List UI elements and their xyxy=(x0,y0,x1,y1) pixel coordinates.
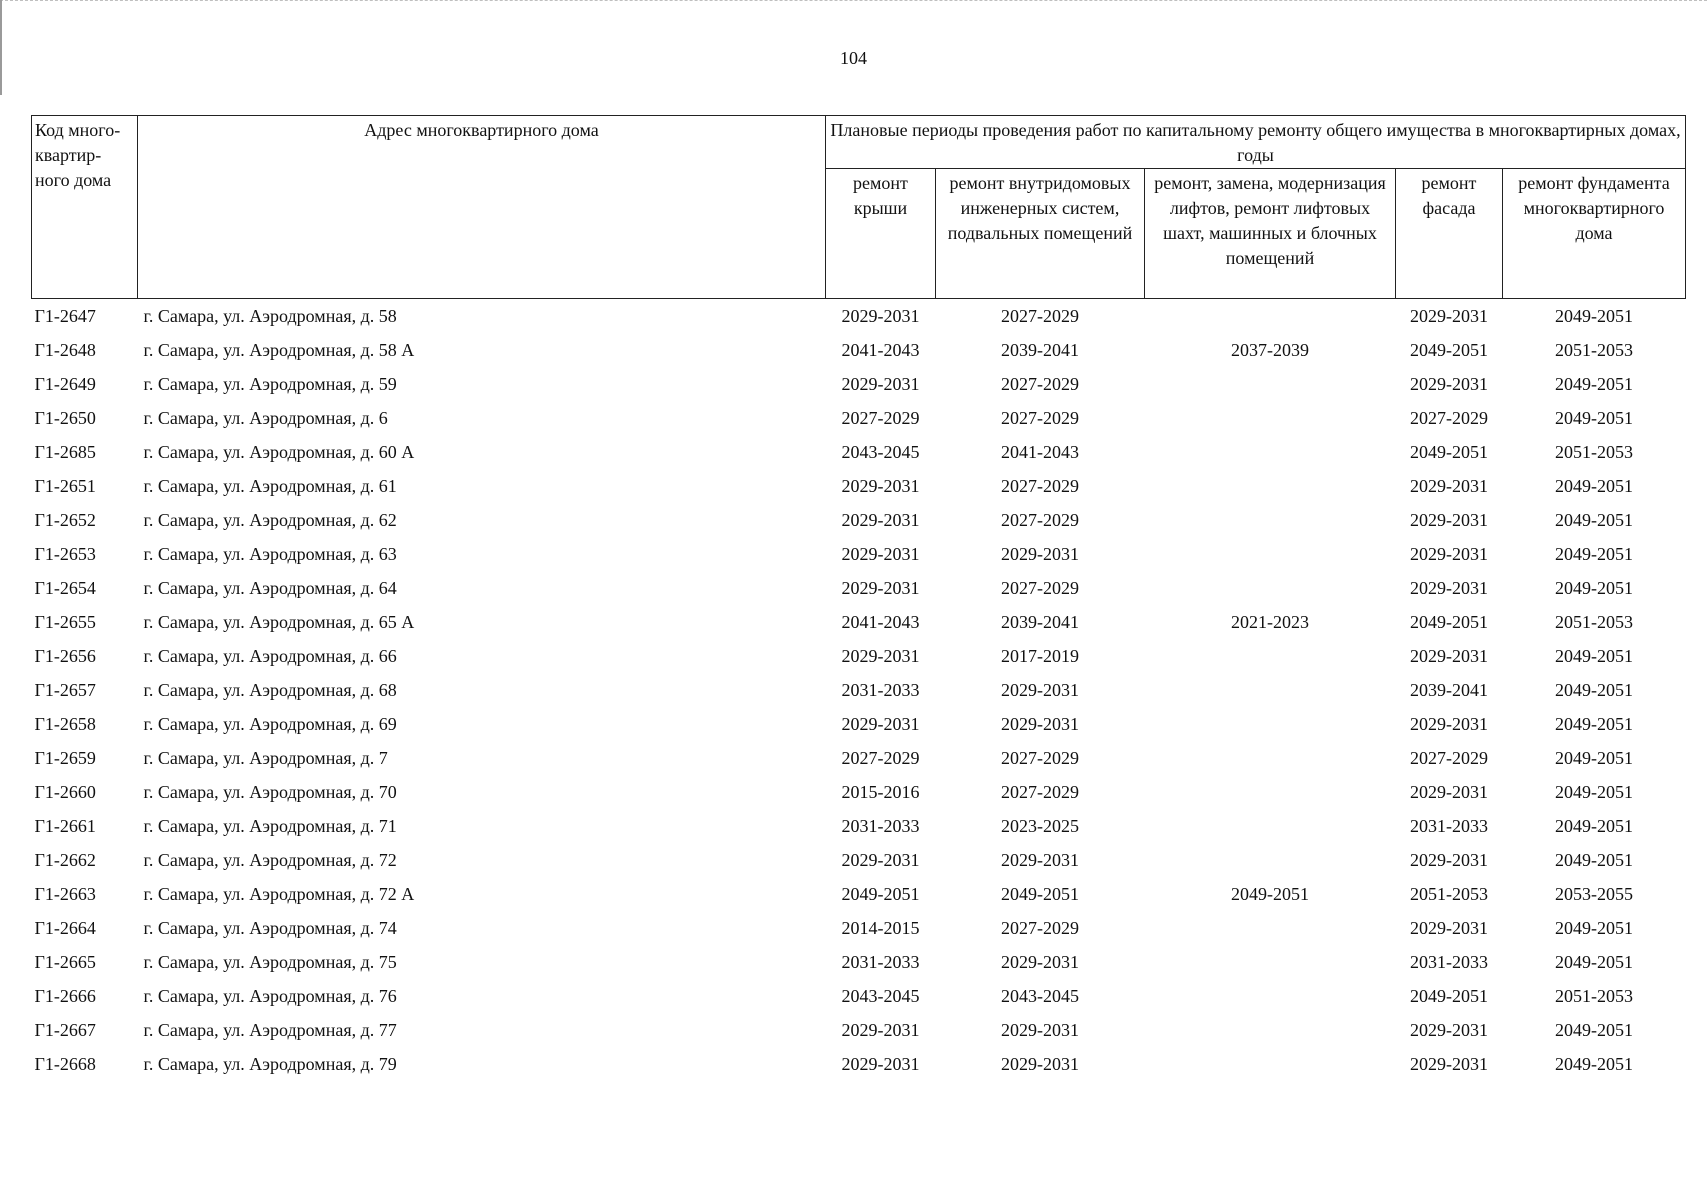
cell-foundation: 2049-2051 xyxy=(1555,1053,1634,1074)
cell-lifts xyxy=(1145,1047,1396,1081)
cell-facade: 2039-2041 xyxy=(1410,679,1488,700)
table-row xyxy=(32,571,1686,605)
cell-foundation: 2049-2051 xyxy=(1555,747,1634,768)
cell-engineering: 2027-2029 xyxy=(1001,475,1079,496)
cell-address: г. Самара, ул. Аэродромная, д. 61 xyxy=(143,475,397,496)
table-row xyxy=(32,1013,1686,1047)
cell-lifts xyxy=(1145,707,1396,741)
cell-code: Г1-2657 xyxy=(34,679,96,700)
cell-engineering: 2027-2029 xyxy=(1001,373,1079,394)
table-row xyxy=(32,809,1686,843)
cell-facade: 2027-2029 xyxy=(1410,407,1488,428)
cell-code: Г1-2653 xyxy=(34,543,96,564)
cell-lifts xyxy=(1145,537,1396,571)
cell-engineering: 2027-2029 xyxy=(1001,917,1079,938)
cell-facade: 2049-2051 xyxy=(1410,611,1488,632)
cell-roof: 2029-2031 xyxy=(841,373,920,394)
cell-lifts xyxy=(1145,843,1396,877)
cell-lifts xyxy=(1145,741,1396,775)
cell-engineering: 2029-2031 xyxy=(1001,679,1079,700)
cell-lifts xyxy=(1145,503,1396,537)
cell-facade: 2049-2051 xyxy=(1410,339,1488,360)
cell-facade: 2029-2031 xyxy=(1410,645,1488,666)
cell-engineering: 2029-2031 xyxy=(1001,951,1079,972)
cell-address: г. Самара, ул. Аэродромная, д. 72 xyxy=(143,849,397,870)
cell-roof: 2029-2031 xyxy=(841,305,920,326)
cell-lifts xyxy=(1145,299,1396,334)
cell-code: Г1-2659 xyxy=(34,747,96,768)
cell-code: Г1-2648 xyxy=(34,339,96,360)
cell-facade: 2029-2031 xyxy=(1410,475,1488,496)
cell-foundation: 2049-2051 xyxy=(1555,849,1634,870)
header-roof: ремонт крыши xyxy=(826,169,936,299)
cell-code: Г1-2651 xyxy=(34,475,96,496)
cell-roof: 2031-2033 xyxy=(841,951,920,972)
cell-lifts xyxy=(1145,639,1396,673)
cell-code: Г1-2652 xyxy=(34,509,96,530)
table-row xyxy=(32,503,1686,537)
cell-foundation: 2051-2053 xyxy=(1555,611,1634,632)
cell-facade: 2029-2031 xyxy=(1410,543,1488,564)
cell-facade: 2029-2031 xyxy=(1410,917,1488,938)
cell-roof: 2029-2031 xyxy=(841,645,920,666)
cell-roof: 2029-2031 xyxy=(841,577,920,598)
cell-lifts xyxy=(1145,401,1396,435)
cell-facade: 2049-2051 xyxy=(1410,441,1488,462)
cell-foundation: 2049-2051 xyxy=(1555,1019,1634,1040)
cell-engineering: 2029-2031 xyxy=(1001,543,1079,564)
cell-roof: 2043-2045 xyxy=(841,985,920,1006)
cell-address: г. Самара, ул. Аэродромная, д. 63 xyxy=(143,543,397,564)
cell-code: Г1-2666 xyxy=(34,985,96,1006)
cell-foundation: 2049-2051 xyxy=(1555,407,1634,428)
cell-code: Г1-2664 xyxy=(34,917,96,938)
cell-address: г. Самара, ул. Аэродромная, д. 59 xyxy=(143,373,397,394)
cell-roof: 2029-2031 xyxy=(841,1019,920,1040)
cell-facade: 2049-2051 xyxy=(1410,985,1488,1006)
cell-address: г. Самара, ул. Аэродромная, д. 65 А xyxy=(143,611,415,632)
cell-roof: 2029-2031 xyxy=(841,713,920,734)
cell-code: Г1-2649 xyxy=(34,373,96,394)
cell-code: Г1-2667 xyxy=(34,1019,96,1040)
cell-address: г. Самара, ул. Аэродромная, д. 64 xyxy=(143,577,397,598)
header-code: Код много-квартир-ного дома xyxy=(32,116,138,299)
cell-address: г. Самара, ул. Аэродромная, д. 7 xyxy=(143,747,388,768)
header-engineering: ремонт внутридомовых инженерных систем, подвальных помещений xyxy=(936,169,1145,299)
cell-roof: 2027-2029 xyxy=(841,747,920,768)
cell-lifts: 2021-2023 xyxy=(1231,611,1309,632)
header-lifts: ремонт, замена, модернизация лифтов, ремонт лифтовых шахт, машинных и блочных помещений xyxy=(1145,169,1396,299)
cell-engineering: 2029-2031 xyxy=(1001,1019,1079,1040)
cell-code: Г1-2647 xyxy=(34,305,96,326)
cell-code: Г1-2663 xyxy=(34,883,96,904)
table-header xyxy=(32,116,1686,299)
cell-facade: 2029-2031 xyxy=(1410,713,1488,734)
cell-engineering: 2039-2041 xyxy=(1001,339,1079,360)
cell-engineering: 2027-2029 xyxy=(1001,305,1079,326)
cell-address: г. Самара, ул. Аэродромная, д. 74 xyxy=(143,917,397,938)
cell-lifts xyxy=(1145,435,1396,469)
table-row xyxy=(32,843,1686,877)
table-body xyxy=(32,299,1686,1082)
cell-foundation: 2051-2053 xyxy=(1555,339,1634,360)
cell-facade: 2029-2031 xyxy=(1410,305,1488,326)
cell-engineering: 2017-2019 xyxy=(1001,645,1079,666)
table-row xyxy=(32,367,1686,401)
cell-foundation: 2049-2051 xyxy=(1555,917,1634,938)
cell-engineering: 2041-2043 xyxy=(1001,441,1079,462)
cell-lifts xyxy=(1145,571,1396,605)
cell-facade: 2029-2031 xyxy=(1410,1019,1488,1040)
cell-engineering: 2039-2041 xyxy=(1001,611,1079,632)
cell-code: Г1-2650 xyxy=(34,407,96,428)
cell-address: г. Самара, ул. Аэродромная, д. 72 А xyxy=(143,883,415,904)
cell-code: Г1-2661 xyxy=(34,815,96,836)
table-row xyxy=(32,435,1686,469)
cell-roof: 2014-2015 xyxy=(841,917,920,938)
cell-address: г. Самара, ул. Аэродромная, д. 60 А xyxy=(143,441,415,462)
cell-foundation: 2049-2051 xyxy=(1555,475,1634,496)
cell-engineering: 2027-2029 xyxy=(1001,509,1079,530)
cell-engineering: 2043-2045 xyxy=(1001,985,1079,1006)
cell-code: Г1-2656 xyxy=(34,645,96,666)
cell-engineering: 2029-2031 xyxy=(1001,1053,1079,1074)
cell-roof: 2041-2043 xyxy=(841,611,920,632)
cell-foundation: 2049-2051 xyxy=(1555,577,1634,598)
cell-facade: 2031-2033 xyxy=(1410,951,1488,972)
cell-facade: 2027-2029 xyxy=(1410,747,1488,768)
cell-code: Г1-2685 xyxy=(34,441,96,462)
table-row xyxy=(32,1047,1686,1081)
cell-foundation: 2049-2051 xyxy=(1555,781,1634,802)
cell-facade: 2029-2031 xyxy=(1410,373,1488,394)
cell-address: г. Самара, ул. Аэродромная, д. 75 xyxy=(143,951,397,972)
cell-address: г. Самара, ул. Аэродромная, д. 71 xyxy=(143,815,397,836)
cell-engineering: 2029-2031 xyxy=(1001,713,1079,734)
cell-lifts: 2049-2051 xyxy=(1231,883,1309,904)
table-row xyxy=(32,707,1686,741)
cell-foundation: 2049-2051 xyxy=(1555,305,1634,326)
table-row xyxy=(32,537,1686,571)
cell-foundation: 2049-2051 xyxy=(1555,373,1634,394)
table-row xyxy=(32,469,1686,503)
table-row xyxy=(32,945,1686,979)
cell-roof: 2049-2051 xyxy=(841,883,920,904)
cell-lifts xyxy=(1145,1013,1396,1047)
cell-foundation: 2049-2051 xyxy=(1555,645,1634,666)
cell-address: г. Самара, ул. Аэродромная, д. 79 xyxy=(143,1053,397,1074)
cell-lifts xyxy=(1145,945,1396,979)
table-row xyxy=(32,775,1686,809)
cell-roof: 2041-2043 xyxy=(841,339,920,360)
cell-address: г. Самара, ул. Аэродромная, д. 62 xyxy=(143,509,397,530)
cell-lifts xyxy=(1145,809,1396,843)
cell-facade: 2051-2053 xyxy=(1410,883,1488,904)
table-row xyxy=(32,741,1686,775)
cell-facade: 2031-2033 xyxy=(1410,815,1488,836)
cell-foundation: 2051-2053 xyxy=(1555,441,1634,462)
cell-code: Г1-2655 xyxy=(34,611,96,632)
cell-foundation: 2049-2051 xyxy=(1555,951,1634,972)
table-row xyxy=(32,979,1686,1013)
cell-address: г. Самара, ул. Аэродромная, д. 69 xyxy=(143,713,397,734)
cell-facade: 2029-2031 xyxy=(1410,577,1488,598)
cell-foundation: 2049-2051 xyxy=(1555,509,1634,530)
cell-address: г. Самара, ул. Аэродромная, д. 66 xyxy=(143,645,397,666)
cell-facade: 2029-2031 xyxy=(1410,1053,1488,1074)
cell-engineering: 2023-2025 xyxy=(1001,815,1079,836)
cell-engineering: 2027-2029 xyxy=(1001,781,1079,802)
table-row xyxy=(32,299,1686,334)
table-row xyxy=(32,877,1686,911)
cell-lifts xyxy=(1145,673,1396,707)
header-foundation: ремонт фундамента многоквартирного дома xyxy=(1503,169,1686,299)
table-row xyxy=(32,605,1686,639)
header-address: Адрес многоквартирного дома xyxy=(138,116,826,299)
cell-foundation: 2053-2055 xyxy=(1555,883,1634,904)
cell-code: Г1-2660 xyxy=(34,781,96,802)
table-row xyxy=(32,639,1686,673)
table-row xyxy=(32,673,1686,707)
cell-code: Г1-2665 xyxy=(34,951,96,972)
repair-schedule-table xyxy=(31,115,1686,1081)
cell-roof: 2029-2031 xyxy=(841,475,920,496)
table-row xyxy=(32,911,1686,945)
cell-roof: 2015-2016 xyxy=(841,781,920,802)
header-facade: ремонт фасада xyxy=(1396,169,1503,299)
scan-edge-top xyxy=(0,0,1707,5)
cell-facade: 2029-2031 xyxy=(1410,509,1488,530)
cell-address: г. Самара, ул. Аэродромная, д. 77 xyxy=(143,1019,397,1040)
cell-lifts: 2037-2039 xyxy=(1231,339,1309,360)
cell-lifts xyxy=(1145,775,1396,809)
cell-address: г. Самара, ул. Аэродромная, д. 68 xyxy=(143,679,397,700)
table-row xyxy=(32,401,1686,435)
cell-roof: 2029-2031 xyxy=(841,543,920,564)
cell-code: Г1-2654 xyxy=(34,577,96,598)
cell-address: г. Самара, ул. Аэродромная, д. 58 xyxy=(143,305,397,326)
cell-address: г. Самара, ул. Аэродромная, д. 58 А xyxy=(143,339,415,360)
header-periods-group: Плановые периоды проведения работ по капитальному ремонту общего имущества в многоквартирных домах, годы xyxy=(826,116,1686,169)
cell-roof: 2027-2029 xyxy=(841,407,920,428)
cell-roof: 2031-2033 xyxy=(841,679,920,700)
cell-code: Г1-2658 xyxy=(34,713,96,734)
cell-foundation: 2049-2051 xyxy=(1555,815,1634,836)
cell-roof: 2029-2031 xyxy=(841,1053,920,1074)
cell-lifts xyxy=(1145,979,1396,1013)
cell-address: г. Самара, ул. Аэродромная, д. 70 xyxy=(143,781,397,802)
cell-lifts xyxy=(1145,469,1396,503)
cell-address: г. Самара, ул. Аэродромная, д. 76 xyxy=(143,985,397,1006)
table-row xyxy=(32,333,1686,367)
cell-foundation: 2049-2051 xyxy=(1555,543,1634,564)
cell-lifts xyxy=(1145,367,1396,401)
cell-facade: 2029-2031 xyxy=(1410,781,1488,802)
cell-lifts xyxy=(1145,911,1396,945)
cell-foundation: 2049-2051 xyxy=(1555,679,1634,700)
cell-engineering: 2027-2029 xyxy=(1001,747,1079,768)
cell-roof: 2029-2031 xyxy=(841,849,920,870)
cell-roof: 2029-2031 xyxy=(841,509,920,530)
cell-code: Г1-2668 xyxy=(34,1053,96,1074)
page-number: 104 xyxy=(840,48,867,68)
cell-foundation: 2051-2053 xyxy=(1555,985,1634,1006)
cell-engineering: 2049-2051 xyxy=(1001,883,1079,904)
cell-foundation: 2049-2051 xyxy=(1555,713,1634,734)
cell-engineering: 2029-2031 xyxy=(1001,849,1079,870)
cell-roof: 2031-2033 xyxy=(841,815,920,836)
cell-engineering: 2027-2029 xyxy=(1001,577,1079,598)
cell-address: г. Самара, ул. Аэродромная, д. 6 xyxy=(143,407,388,428)
cell-code: Г1-2662 xyxy=(34,849,96,870)
cell-roof: 2043-2045 xyxy=(841,441,920,462)
cell-facade: 2029-2031 xyxy=(1410,849,1488,870)
cell-engineering: 2027-2029 xyxy=(1001,407,1079,428)
